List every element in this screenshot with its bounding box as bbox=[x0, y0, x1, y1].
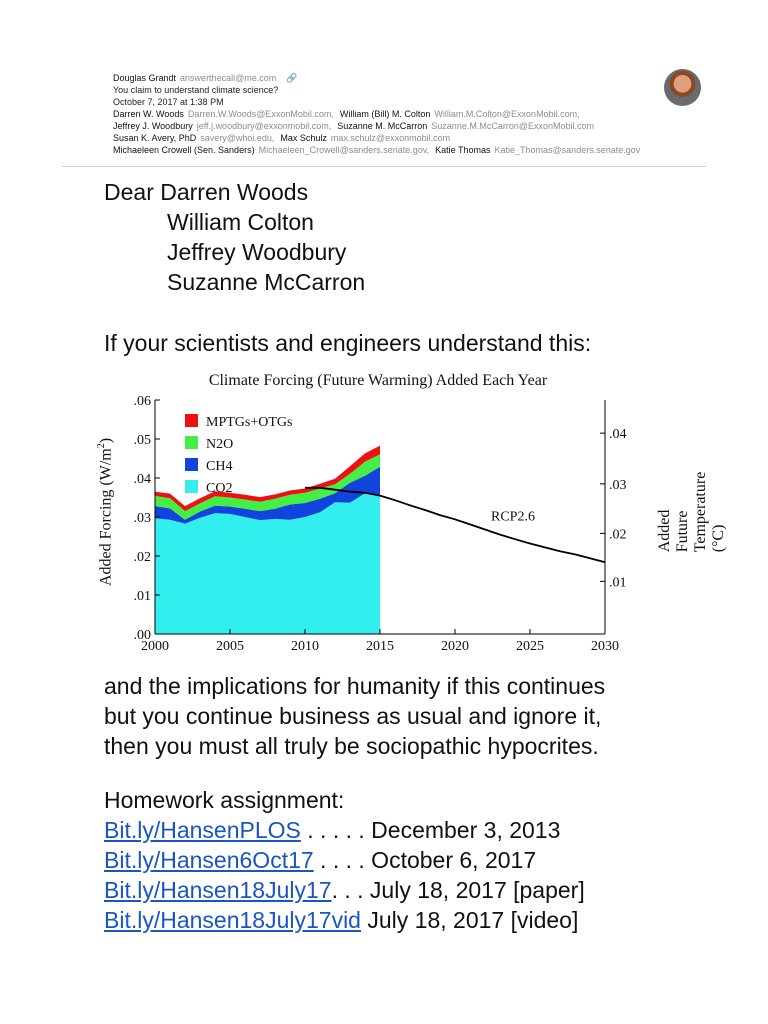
homework-item bbox=[104, 815, 560, 845]
body-paragraph-line: then you must all truly be sociopathic hypocrites. bbox=[104, 733, 599, 759]
legend-label: CH4 bbox=[206, 459, 233, 474]
legend-swatch bbox=[185, 480, 198, 493]
homework-link[interactable]: Bit.ly/Hansen6Oct17 bbox=[104, 847, 314, 873]
header-divider bbox=[62, 166, 706, 167]
contact-name[interactable]: Michaeleen Crowell (Sen. Sanders) bbox=[113, 145, 255, 155]
contact-email[interactable]: savery@whoi.edu, bbox=[200, 133, 275, 143]
header-value bbox=[113, 72, 297, 84]
x-tick-label: 2000 bbox=[141, 639, 169, 652]
header-value: You claim to understand climate science? bbox=[113, 85, 279, 95]
contact-name[interactable]: Jeffrey J. Woodbury bbox=[113, 121, 193, 131]
legend-swatch bbox=[185, 458, 198, 471]
homework-title: Homework assignment: bbox=[104, 787, 345, 813]
y-tick-label-right: .01 bbox=[609, 575, 627, 591]
homework-item bbox=[104, 905, 578, 935]
contact-name[interactable]: Susan K. Avery, PhD bbox=[113, 133, 197, 143]
contact-name[interactable]: Max Schulz bbox=[280, 133, 327, 143]
homework-item bbox=[104, 875, 585, 905]
homework-date: . . . . October 6, 2017 bbox=[313, 847, 537, 873]
legend-swatch bbox=[185, 414, 198, 427]
homework-date: . . . July 18, 2017 [paper] bbox=[331, 877, 585, 903]
header-value bbox=[113, 144, 646, 156]
contact-email[interactable]: jeff.j.woodbury@exxonmobil.com, bbox=[196, 121, 332, 131]
contact-email[interactable]: Katie_Thomas@sanders.senate.gov bbox=[494, 145, 641, 155]
header-value: October 7, 2017 at 1:38 PM bbox=[113, 97, 224, 107]
body-paragraph-line: and the implications for humanity if this continues bbox=[104, 673, 606, 699]
y-tick-label: .04 bbox=[133, 472, 151, 487]
chart-title: Climate Forcing (Future Warming) Added Each Year bbox=[208, 372, 548, 389]
legend-label: CO2 bbox=[206, 481, 233, 496]
homework-date: July 18, 2017 [video] bbox=[360, 907, 579, 933]
legend-swatch bbox=[185, 436, 198, 449]
header-value bbox=[113, 120, 600, 132]
y-tick-label-right: .04 bbox=[609, 427, 627, 443]
y-axis-label-right: Added Future Temperature (°C) bbox=[656, 471, 727, 553]
x-tick-label: 2015 bbox=[366, 639, 394, 652]
header-value bbox=[113, 132, 456, 144]
contact-name[interactable]: Douglas Grandt bbox=[113, 73, 177, 83]
y-tick-label: .02 bbox=[133, 550, 151, 565]
y-axis-label-left: Added Forcing $(W/m^2)$ bbox=[96, 437, 115, 587]
contact-email[interactable]: Suzanne.M.McCarron@ExxonMobil.com bbox=[431, 121, 594, 131]
homework-link[interactable]: Bit.ly/Hansen18July17vid bbox=[104, 907, 361, 933]
x-tick-label: 2010 bbox=[291, 639, 319, 652]
chart-svg bbox=[98, 372, 658, 652]
contact-email[interactable]: answerthecall@me.com bbox=[180, 73, 277, 83]
y-tick-label-right: .03 bbox=[609, 477, 627, 493]
climate-forcing-chart bbox=[96, 372, 727, 652]
contact-name[interactable]: William (Bill) M. Colton bbox=[339, 109, 431, 119]
link-icon[interactable]: 🔗 bbox=[286, 73, 298, 83]
y-tick-label: .01 bbox=[133, 589, 151, 604]
homework-date: . . . . . December 3, 2013 bbox=[300, 817, 561, 843]
x-tick-label: 2025 bbox=[516, 639, 544, 652]
greeting: Dear Darren Woods bbox=[104, 179, 309, 205]
body-paragraph-line: but you continue business as usual and ignore it, bbox=[104, 703, 602, 729]
x-tick-label: 2030 bbox=[591, 639, 619, 652]
y-tick-label: .05 bbox=[133, 433, 151, 448]
recipient-name: Jeffrey Woodbury bbox=[167, 239, 347, 265]
homework-link[interactable]: Bit.ly/Hansen18July17 bbox=[104, 877, 332, 903]
contact-email[interactable]: Michaeleen_Crowell@sanders.senate.gov, bbox=[258, 145, 430, 155]
contact-name[interactable]: Darren W. Woods bbox=[113, 109, 184, 119]
contact-email[interactable]: William.M.Colton@ExxonMobil.com, bbox=[434, 109, 580, 119]
recipient-name: William Colton bbox=[167, 209, 314, 235]
x-tick-label: 2020 bbox=[441, 639, 469, 652]
contact-name[interactable]: Suzanne M. McCarron bbox=[337, 121, 428, 131]
intro-line: If your scientists and engineers understand this: bbox=[104, 330, 592, 356]
y-tick-label: .03 bbox=[133, 511, 151, 526]
y-tick-label: .00 bbox=[133, 628, 151, 643]
header-value bbox=[113, 108, 586, 120]
contact-email[interactable]: max.schulz@exxonmobil.com bbox=[330, 133, 451, 143]
homework-link[interactable]: Bit.ly/HansenPLOS bbox=[104, 817, 301, 843]
email-header bbox=[0, 60, 768, 168]
y-tick-label-right: .02 bbox=[609, 527, 627, 543]
contact-name[interactable]: Katie Thomas bbox=[435, 145, 491, 155]
homework-item bbox=[104, 845, 536, 875]
projection-label: RCP2.6 bbox=[491, 509, 535, 525]
recipient-name: Suzanne McCarron bbox=[167, 269, 366, 295]
y-tick-label: .06 bbox=[133, 394, 151, 409]
sender-avatar bbox=[664, 69, 701, 106]
legend-label: MPTGs+OTGs bbox=[206, 415, 293, 430]
contact-email[interactable]: Darren.W.Woods@ExxonMobil.com, bbox=[187, 109, 334, 119]
legend-label: N2O bbox=[206, 437, 234, 452]
x-tick-label: 2005 bbox=[216, 639, 244, 652]
